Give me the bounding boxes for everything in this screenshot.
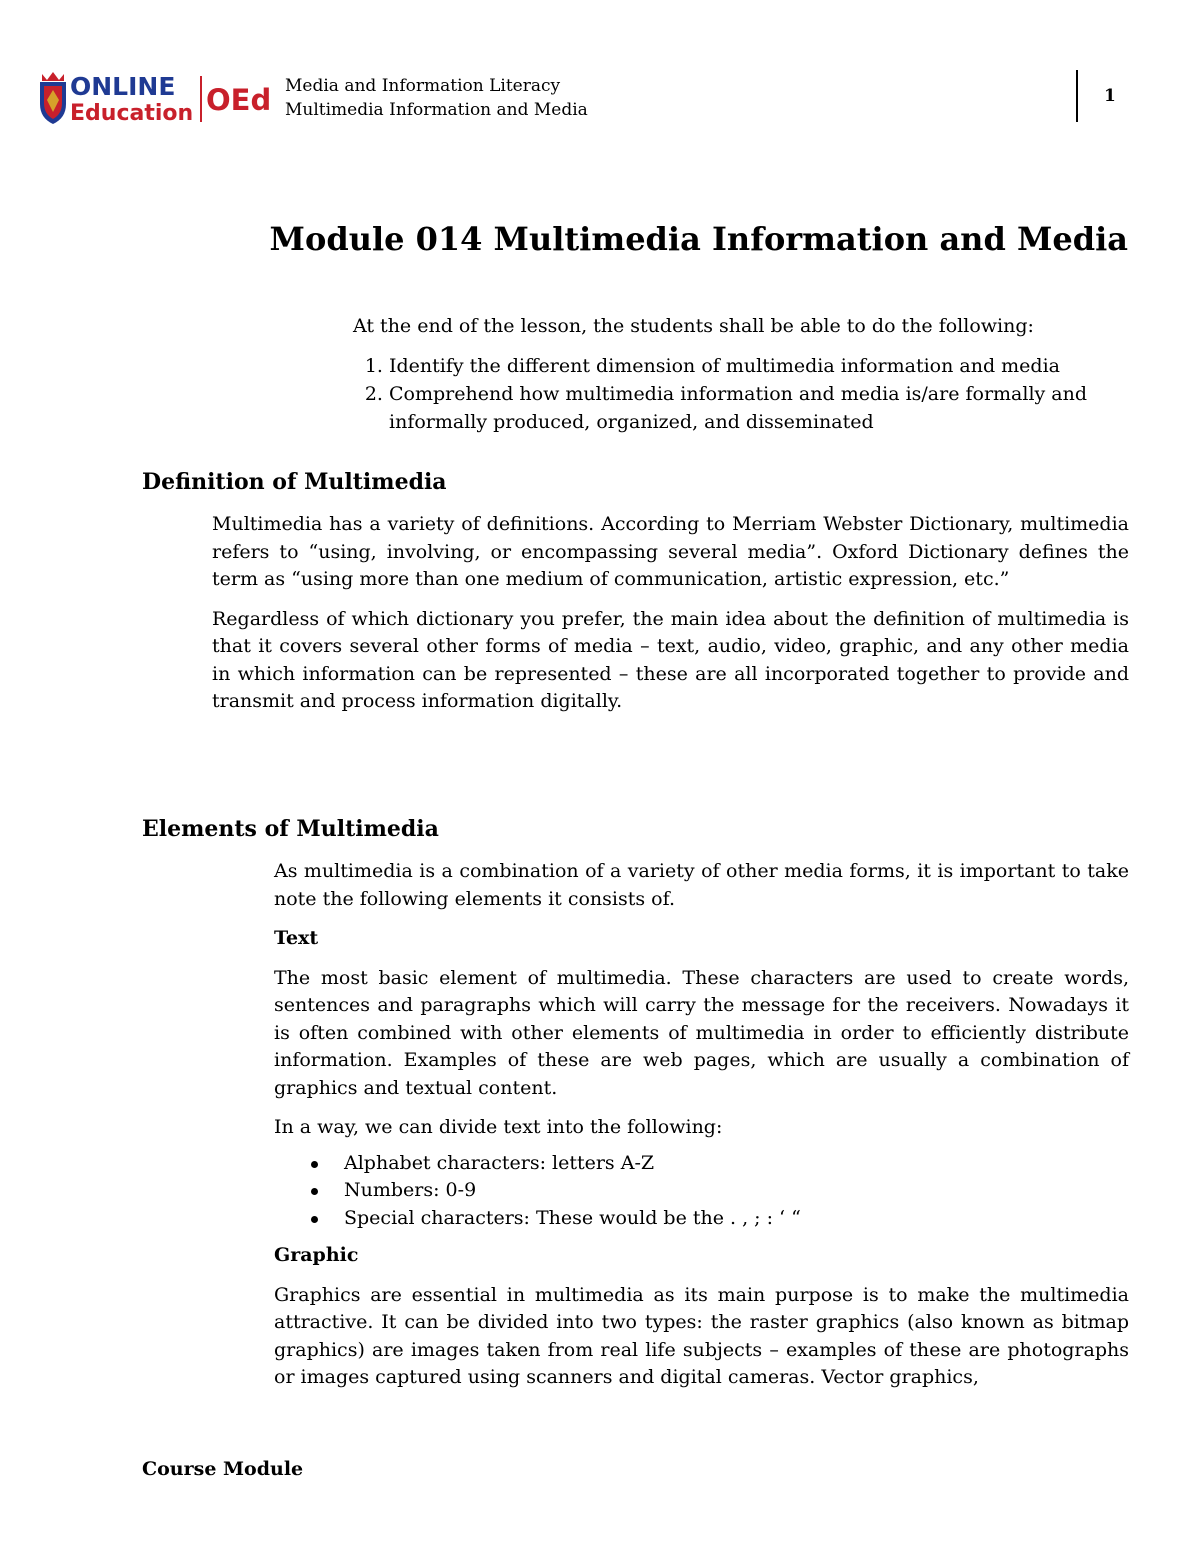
definition-paragraph: Regardless of which dictionary you prefer, the main idea about the definition of multimedia is that it covers several other forms of media – text, audio, video, graphic, and any other media in which information can be represented – these are all incorporated together to provide and transmit and process information digitally. <box>212 607 1129 712</box>
page-footer: Course Module <box>142 1458 304 1480</box>
graphic-paragraph: Graphics are essential in multimedia as its main purpose is to make the multimedia attractive. It can be divided into two types: the raster graphics (also known as bitmap graphics) are images taken from real life subjects – examples of these are photographs or images captured using scanners and digital cameras. Vector graphics, <box>274 1283 1129 1388</box>
list-item: Alphabet characters: letters A-Z <box>344 1150 1129 1178</box>
header-divider <box>1076 70 1078 122</box>
text-paragraph: The most basic element of multimedia. These characters are used to create words, sentences and paragraphs which will carry the message for the receivers. Nowadays it is often combined with other elements of multimedia in order to efficiently distribute information. Examples of these are web pages, which are usually a combination of graphics and textual content. <box>274 966 1129 1099</box>
definition-section <box>212 511 1129 728</box>
list-item: Special characters: These would be the . , ; : ‘ “ <box>344 1205 1129 1233</box>
logo-mark-oed: OEd <box>206 83 272 117</box>
page-title: Module 014 Multimedia Information and Media <box>269 220 1128 258</box>
header-module-title: Multimedia Information and Media <box>285 100 588 120</box>
elements-section <box>274 858 1129 1404</box>
subheading-graphic: Graphic <box>274 1244 359 1266</box>
page-number: 1 <box>1104 86 1116 106</box>
running-header <box>285 74 588 122</box>
elements-intro: As multimedia is a combination of a variety of other media forms, it is important to take note the following elements it consists of. <box>274 860 1129 910</box>
logo-word-online: ONLINE <box>70 72 176 101</box>
header-course-title: Media and Information Literacy <box>285 76 561 96</box>
learning-objectives <box>353 312 1133 436</box>
list-item: Numbers: 0-9 <box>344 1177 1129 1205</box>
logo-word-education: Education <box>70 101 194 126</box>
section-heading-definition: Definition of Multimedia <box>142 469 447 495</box>
definition-paragraph: Multimedia has a variety of definitions. According to Merriam Webster Dictionary, multimedia refers to “using, involving, or encompassing several media”. Oxford Dictionary defines the term as “using more than one medium of communication, artistic expression, etc.” <box>212 513 1129 590</box>
objectives-list <box>353 352 1133 436</box>
subheading-text: Text <box>274 927 319 949</box>
shield-icon <box>40 72 66 124</box>
divide-intro: In a way, we can divide text into the following: <box>274 1116 723 1138</box>
online-education-logo <box>36 70 276 126</box>
objectives-intro: At the end of the lesson, the students shall be able to do the following: <box>353 315 1034 337</box>
objective-item: 1. Identify the different dimension of multimedia information and media <box>389 352 1133 380</box>
text-types-list <box>274 1150 1129 1233</box>
objective-item: 2. Comprehend how multimedia information and media is/are formally and informally produced, organized, and disseminated <box>389 380 1133 436</box>
section-heading-elements: Elements of Multimedia <box>142 816 439 842</box>
